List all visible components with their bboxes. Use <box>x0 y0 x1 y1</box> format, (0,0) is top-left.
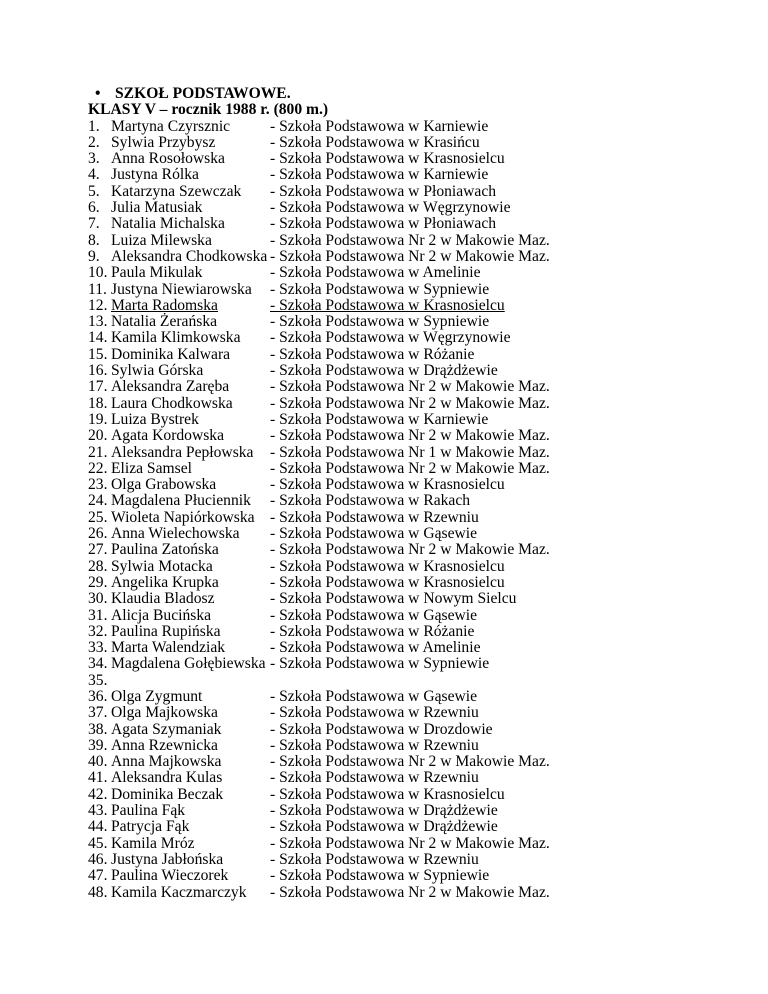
entry-number: 16. <box>88 362 108 380</box>
list-item <box>88 233 728 249</box>
student-name: Klaudia Bladosz <box>111 590 215 608</box>
student-name: Anna Majkowska <box>111 753 222 771</box>
school-name: - Szkoła Podstawowa w Sypniewie <box>270 867 490 885</box>
school-name: - Szkoła Podstawowa w Karniewie <box>270 166 489 184</box>
entry-number: 12. <box>88 296 108 314</box>
school-name: - Szkoła Podstawowa w Gąsewie <box>270 687 478 705</box>
list-item <box>88 396 728 412</box>
list-item <box>88 624 728 640</box>
list-item <box>88 852 728 868</box>
list-item <box>88 493 728 509</box>
section-title: SZKOŁ PODSTAWOWE. <box>115 85 291 102</box>
student-name: Paula Mikulak <box>111 264 203 282</box>
school-name: - Szkoła Podstawowa w Rzewniu <box>270 769 479 787</box>
entry-number: 21. <box>88 443 108 461</box>
student-name: Olga Zygmunt <box>111 687 203 705</box>
school-name: - Szkoła Podstawowa Nr 2 w Makowie Maz. <box>270 883 550 901</box>
entry-number: 47. <box>88 867 108 885</box>
school-name: - Szkoła Podstawowa w Krasnosielcu <box>270 573 505 591</box>
student-name: Aleksandra Zaręba <box>111 378 230 396</box>
entry-number: 13. <box>88 313 108 331</box>
list-item <box>88 640 728 656</box>
list-item <box>88 151 728 167</box>
student-name: Luiza Bystrek <box>111 410 199 428</box>
student-name: Aleksandra Chodkowska <box>111 247 268 265</box>
list-item <box>88 803 728 819</box>
bullet-icon: • <box>95 85 101 102</box>
list-item <box>88 347 728 363</box>
entry-number: 7. <box>88 215 100 233</box>
school-name: - Szkoła Podstawowa w Drozdowie <box>270 720 493 738</box>
school-name: - Szkoła Podstawowa w Krasińcu <box>270 133 480 151</box>
student-name: Justyna Rólka <box>111 166 199 184</box>
student-name: Patrycja Fąk <box>111 818 190 836</box>
entry-number: 31. <box>88 606 108 624</box>
student-name: Justyna Jabłońska <box>111 850 224 868</box>
school-name: - Szkoła Podstawowa w Gąsewie <box>270 606 478 624</box>
school-name: - Szkoła Podstawowa Nr 2 w Makowie Maz. <box>270 231 550 249</box>
entry-number: 29. <box>88 573 108 591</box>
school-name: - Szkoła Podstawowa w Karniewie <box>270 410 489 428</box>
school-name: - Szkoła Podstawowa w Krasnosielcu <box>270 296 505 314</box>
student-name: Olga Majkowska <box>111 704 218 722</box>
entry-number: 34. <box>88 655 108 673</box>
entry-number: 42. <box>88 785 108 803</box>
school-name: - Szkoła Podstawowa w Różanie <box>270 622 475 640</box>
list-item <box>88 559 728 575</box>
school-name: - Szkoła Podstawowa w Krasnosielcu <box>270 476 505 494</box>
student-name: Dominika Kalwara <box>111 345 231 363</box>
list-item <box>88 836 728 852</box>
entry-number: 40. <box>88 753 108 771</box>
school-name: - Szkoła Podstawowa w Drążdżewie <box>270 818 498 836</box>
student-name: Agata Kordowska <box>111 427 225 445</box>
entry-number: 4. <box>88 166 100 184</box>
entry-number: 36. <box>88 687 108 705</box>
school-name: - Szkoła Podstawowa w Płoniawach <box>270 215 497 233</box>
list-item <box>88 689 728 705</box>
student-name: Olga Grabowska <box>111 476 217 494</box>
student-name: Katarzyna Szewczak <box>111 182 242 200</box>
school-name: - Szkoła Podstawowa w Węgrzynowie <box>270 329 511 347</box>
list-item <box>88 754 728 770</box>
list-item <box>88 282 728 298</box>
entry-number: 17. <box>88 378 108 396</box>
school-name: - Szkoła Podstawowa w Rzewniu <box>270 850 479 868</box>
school-name: - Szkoła Podstawowa w Nowym Sielcu <box>270 590 517 608</box>
entry-number: 20. <box>88 427 108 445</box>
entry-number: 15. <box>88 345 108 363</box>
school-name: - Szkoła Podstawowa w Sypniewie <box>270 313 490 331</box>
student-name: Laura Chodkowska <box>111 394 233 412</box>
student-name: Kamila Mróz <box>111 834 195 852</box>
school-name: - Szkoła Podstawowa w Drążdżewie <box>270 362 498 380</box>
entry-number: 24. <box>88 492 108 510</box>
list-item <box>88 868 728 884</box>
entry-number: 9. <box>88 247 100 265</box>
entry-number: 23. <box>88 476 108 494</box>
school-name: - Szkoła Podstawowa w Rakach <box>270 492 471 510</box>
entry-number: 28. <box>88 557 108 575</box>
student-name: Sylwia Motacka <box>111 557 213 575</box>
list-item <box>88 379 728 395</box>
list-item <box>88 330 728 346</box>
entry-number: 37. <box>88 704 108 722</box>
list-item <box>88 167 728 183</box>
school-name: - Szkoła Podstawowa Nr 1 w Makowie Maz. <box>270 443 550 461</box>
list-item <box>88 608 728 624</box>
list-item <box>88 526 728 542</box>
student-name: Kamila Klimkowska <box>111 329 241 347</box>
student-name: Paulina Rupińska <box>111 622 221 640</box>
list-item <box>88 298 728 314</box>
school-name: - Szkoła Podstawowa w Gąsewie <box>270 525 478 543</box>
entry-number: 39. <box>88 736 108 754</box>
entry-number: 22. <box>88 459 108 477</box>
entry-number: 45. <box>88 834 108 852</box>
student-name: Natalia Michalska <box>111 215 225 233</box>
list-item <box>88 216 728 232</box>
student-name: Justyna Niewiarowska <box>111 280 252 298</box>
entry-number: 33. <box>88 639 108 657</box>
school-name: - Szkoła Podstawowa Nr 2 w Makowie Maz. <box>270 541 550 559</box>
entry-number: 18. <box>88 394 108 412</box>
entry-number: 38. <box>88 720 108 738</box>
school-name: - Szkoła Podstawowa w Węgrzynowie <box>270 199 511 217</box>
student-name: Wioleta Napiórkowska <box>111 508 255 526</box>
student-name: Magdalena Gołębiewska <box>111 655 266 673</box>
student-name: Kamila Kaczmarczyk <box>111 883 247 901</box>
list-item <box>88 510 728 526</box>
list-item <box>88 885 728 901</box>
student-name: Aleksandra Pepłowska <box>111 443 254 461</box>
student-name: Anna Wielechowska <box>111 525 240 543</box>
list-item <box>88 656 728 672</box>
entry-number: 19. <box>88 410 108 428</box>
student-name: Marta Walendziak <box>111 639 226 657</box>
results-list <box>88 119 728 901</box>
school-name: - Szkoła Podstawowa Nr 2 w Makowie Maz. <box>270 378 550 396</box>
school-name: - Szkoła Podstawowa w Rzewniu <box>270 736 479 754</box>
student-name: Angelika Krupka <box>111 573 219 591</box>
entry-number: 1. <box>88 117 100 135</box>
school-name: - Szkoła Podstawowa w Amelinie <box>270 264 481 282</box>
student-name: Anna Rosołowska <box>111 150 225 168</box>
entry-number: 27. <box>88 541 108 559</box>
list-item <box>88 819 728 835</box>
entry-number: 3. <box>88 150 100 168</box>
list-item <box>88 428 728 444</box>
school-name: - Szkoła Podstawowa Nr 2 w Makowie Maz. <box>270 394 550 412</box>
entry-number: 46. <box>88 850 108 868</box>
entry-number: 2. <box>88 133 100 151</box>
list-item <box>88 542 728 558</box>
entry-number: 30. <box>88 590 108 608</box>
school-name: - Szkoła Podstawowa Nr 2 w Makowie Maz. <box>270 834 550 852</box>
school-name: - Szkoła Podstawowa w Krasnosielcu <box>270 557 505 575</box>
list-item <box>88 575 728 591</box>
entry-number: 14. <box>88 329 108 347</box>
student-name: Marta Radomska <box>111 296 218 314</box>
entry-number: 26. <box>88 525 108 543</box>
school-name: - Szkoła Podstawowa w Różanie <box>270 345 475 363</box>
entry-number: 10. <box>88 264 108 282</box>
student-name: Julia Matusiak <box>111 199 203 217</box>
entry-number: 43. <box>88 802 108 820</box>
student-name: Anna Rzewnicka <box>111 736 218 754</box>
school-name: - Szkoła Podstawowa Nr 2 w Makowie Maz. <box>270 459 550 477</box>
entry-number: 8. <box>88 231 100 249</box>
list-item <box>88 200 728 216</box>
entry-number: 25. <box>88 508 108 526</box>
student-name: Dominika Beczak <box>111 785 224 803</box>
list-item <box>88 722 728 738</box>
school-name: - Szkoła Podstawowa w Amelinie <box>270 639 481 657</box>
entry-number: 6. <box>88 199 100 217</box>
student-name: Martyna Czyrsznic <box>111 117 231 135</box>
list-item <box>88 705 728 721</box>
school-name: - Szkoła Podstawowa Nr 2 w Makowie Maz. <box>270 427 550 445</box>
student-name: Natalia Żerańska <box>111 313 218 331</box>
entry-number: 5. <box>88 182 100 200</box>
entry-number: 11. <box>88 280 107 298</box>
school-name: - Szkoła Podstawowa w Krasnosielcu <box>270 785 505 803</box>
section-heading <box>88 86 728 102</box>
student-name: Paulina Wieczorek <box>111 867 229 885</box>
document <box>88 86 728 901</box>
list-item <box>88 412 728 428</box>
list-item <box>88 477 728 493</box>
school-name: - Szkoła Podstawowa w Płoniawach <box>270 182 497 200</box>
entry-number: 41. <box>88 769 108 787</box>
list-item <box>88 119 728 135</box>
list-item <box>88 184 728 200</box>
student-name: Alicja Bucińska <box>111 606 212 624</box>
school-name: - Szkoła Podstawowa w Rzewniu <box>270 704 479 722</box>
student-name: Sylwia Przybysz <box>111 133 216 151</box>
school-name: - Szkoła Podstawowa w Drążdżewie <box>270 802 498 820</box>
entry-number: 35. <box>88 671 108 689</box>
student-name: Agata Szymaniak <box>111 720 222 738</box>
school-name: - Szkoła Podstawowa w Rzewniu <box>270 508 479 526</box>
student-name: Aleksandra Kulas <box>111 769 223 787</box>
entry-number: 48. <box>88 883 108 901</box>
student-name: Luiza Milewska <box>111 231 212 249</box>
list-item <box>88 770 728 786</box>
student-name: Sylwia Górska <box>111 362 204 380</box>
entry-number: 32. <box>88 622 108 640</box>
entry-number: 44. <box>88 818 108 836</box>
list-item <box>88 363 728 379</box>
list-item <box>88 673 728 689</box>
student-name: Magdalena Płuciennik <box>111 492 251 510</box>
student-name: Paulina Zatońska <box>111 541 219 559</box>
school-name: - Szkoła Podstawowa Nr 2 w Makowie Maz. <box>270 753 550 771</box>
list-item <box>88 738 728 754</box>
class-title: KLASY V – rocznik 1988 r. (800 m.) <box>88 101 329 119</box>
student-name: Paulina Fąk <box>111 802 186 820</box>
list-item <box>88 135 728 151</box>
list-item <box>88 249 728 265</box>
list-item <box>88 591 728 607</box>
list-item <box>88 265 728 281</box>
list-item <box>88 445 728 461</box>
school-name: - Szkoła Podstawowa w Krasnosielcu <box>270 150 505 168</box>
school-name: - Szkoła Podstawowa w Sypniewie <box>270 280 490 298</box>
school-name: - Szkoła Podstawowa Nr 2 w Makowie Maz. <box>270 247 550 265</box>
list-item <box>88 461 728 477</box>
student-name: Eliza Samsel <box>111 459 192 477</box>
list-item <box>88 787 728 803</box>
school-name: - Szkoła Podstawowa w Sypniewie <box>270 655 490 673</box>
list-item <box>88 314 728 330</box>
school-name: - Szkoła Podstawowa w Karniewie <box>270 117 489 135</box>
